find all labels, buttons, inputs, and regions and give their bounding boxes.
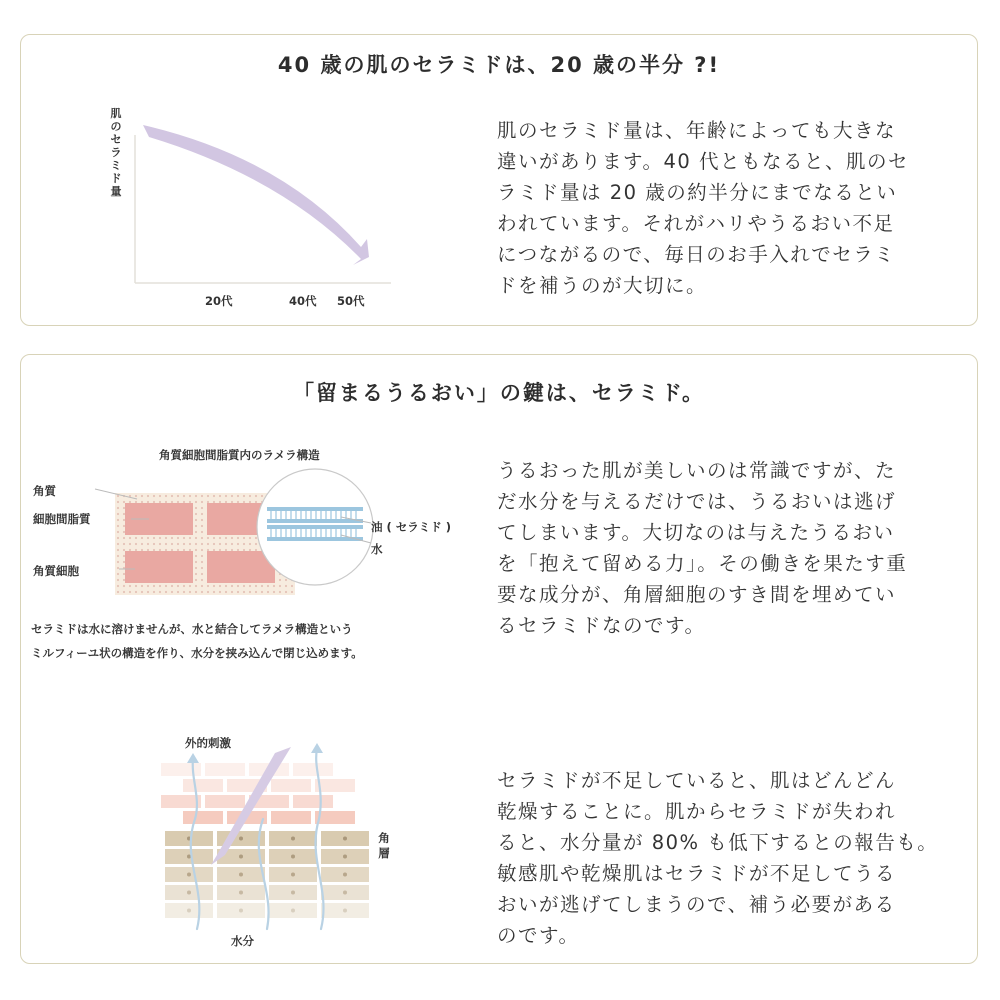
- lipid-dot: [123, 585, 125, 587]
- label-water: 水: [371, 542, 383, 556]
- cell-nucleus: [343, 837, 347, 841]
- lipid-dot: [123, 531, 125, 533]
- lipid-dot: [177, 591, 179, 593]
- lipid-dot: [117, 579, 119, 581]
- lipid-dot: [225, 495, 227, 497]
- lipid-dot: [243, 543, 245, 545]
- water-arrowheads: [187, 743, 323, 763]
- lipid-dot: [225, 501, 227, 503]
- lipid-dot: [183, 501, 185, 503]
- brick: [205, 795, 245, 808]
- lipid-dot: [195, 537, 197, 539]
- lipid-dot: [153, 501, 155, 503]
- lipid-dot: [135, 495, 137, 497]
- label-external-stimulus: 外的刺激: [185, 736, 231, 750]
- lipid-dot: [243, 549, 245, 551]
- lipid-dot: [147, 585, 149, 587]
- lipid-dot: [219, 549, 221, 551]
- lipid-dot: [201, 543, 203, 545]
- lipid-dot: [183, 549, 185, 551]
- lipid-dot: [207, 495, 209, 497]
- label-intercellular-lipid: 細胞間脂質: [33, 512, 91, 526]
- lipid-dot: [177, 543, 179, 545]
- cell-nucleus: [291, 837, 295, 841]
- lipid-dot: [249, 543, 251, 545]
- lipid-dot: [183, 543, 185, 545]
- lipid-dot: [177, 495, 179, 497]
- lipid-dot: [159, 543, 161, 545]
- lipid-dot: [171, 549, 173, 551]
- cell-nucleus: [343, 855, 347, 859]
- lamella-structure-diagram: [25, 465, 485, 635]
- lipid-dot: [153, 495, 155, 497]
- lipid-dot: [255, 537, 257, 539]
- lipid-dot: [171, 495, 173, 497]
- label-stratum-corneum: 角層: [378, 831, 390, 860]
- lipid-dot: [135, 591, 137, 593]
- lipid-dot: [129, 543, 131, 545]
- lipid-dot: [279, 591, 281, 593]
- lipid-dot: [147, 537, 149, 539]
- lipid-dot: [147, 591, 149, 593]
- lipid-dot: [219, 543, 221, 545]
- tick-20s: 20代: [205, 294, 233, 308]
- lipid-dot: [153, 537, 155, 539]
- lipid-dot: [177, 501, 179, 503]
- cell-nucleus: [291, 855, 295, 859]
- lipid-dot: [195, 531, 197, 533]
- lipid-dot: [225, 537, 227, 539]
- lipid-dot: [231, 585, 233, 587]
- lipid-dot: [201, 513, 203, 515]
- lipid-dot: [159, 591, 161, 593]
- lipid-dot: [129, 537, 131, 539]
- lipid-dot: [243, 537, 245, 539]
- tick-50s: 50代: [337, 294, 365, 308]
- lipid-dot: [135, 537, 137, 539]
- lipid-dot: [165, 537, 167, 539]
- lipid-dot: [195, 591, 197, 593]
- label-corneocyte: 角質細胞: [33, 564, 79, 578]
- lipid-dot: [141, 585, 143, 587]
- lipid-dot: [255, 495, 257, 497]
- lipid-dot: [117, 519, 119, 521]
- lipid-dot: [237, 591, 239, 593]
- lipid-dot: [195, 579, 197, 581]
- lipid-dot: [249, 495, 251, 497]
- lipid-dot: [123, 507, 125, 509]
- lipid-dot: [273, 591, 275, 593]
- lipid-dot: [213, 501, 215, 503]
- lipid-dot: [189, 591, 191, 593]
- lipid-dot: [195, 543, 197, 545]
- lipid-dot: [231, 537, 233, 539]
- brick: [271, 811, 311, 824]
- lipid-dot: [141, 591, 143, 593]
- label-kakushitsu: 角質: [33, 484, 56, 498]
- lipid-dot: [147, 543, 149, 545]
- lipid-dot: [123, 525, 125, 527]
- lipid-dot: [237, 495, 239, 497]
- lipid-dot: [201, 519, 203, 521]
- lipid-dot: [237, 543, 239, 545]
- chart-y-label: 肌のセラミド量: [110, 107, 122, 198]
- lipid-dot: [201, 579, 203, 581]
- lipid-dot: [213, 591, 215, 593]
- lipid-dot: [267, 585, 269, 587]
- lipid-dot: [117, 531, 119, 533]
- brick: [293, 795, 333, 808]
- lipid-dot: [117, 549, 119, 551]
- lipid-dot: [237, 501, 239, 503]
- lipid-dot: [243, 585, 245, 587]
- lipid-dot: [201, 507, 203, 509]
- tick-40s: 40代: [289, 294, 317, 308]
- lipid-dot: [261, 585, 263, 587]
- lipid-dot: [123, 501, 125, 503]
- brick: [161, 795, 201, 808]
- lipid-dot: [237, 537, 239, 539]
- ceramide-decline-chart: [121, 97, 421, 297]
- lipid-dot: [261, 495, 263, 497]
- lipid-dot: [135, 549, 137, 551]
- lipid-dot: [117, 537, 119, 539]
- brick: [161, 763, 201, 776]
- panel-title: 「留まるうるおい」の鍵は、セラミド。: [292, 381, 706, 405]
- lipid-dot: [147, 549, 149, 551]
- lipid-dot: [201, 591, 203, 593]
- lipid-dot: [195, 561, 197, 563]
- lipid-dot: [279, 579, 281, 581]
- lipid-dot: [237, 585, 239, 587]
- lipid-dot: [123, 513, 125, 515]
- lipid-dot: [267, 591, 269, 593]
- lipid-dot: [135, 501, 137, 503]
- lipid-dot: [165, 591, 167, 593]
- lipid-dot: [291, 585, 293, 587]
- lipid-dot: [153, 591, 155, 593]
- lipid-dot: [123, 561, 125, 563]
- cell-nucleus: [343, 909, 347, 913]
- cell-nucleus: [239, 909, 243, 913]
- ceramide-band: [267, 519, 363, 523]
- lipid-dot: [129, 549, 131, 551]
- lipid-dot: [123, 555, 125, 557]
- cell-nucleus: [343, 873, 347, 877]
- lamella-caption: セラミドは水に溶けませんが、水と結合してラメラ構造という ミルフィーユ状の構造を作り、水分を挟み込んで閉じ込めます。: [31, 622, 363, 660]
- lipid-dot: [195, 549, 197, 551]
- lipid-dot: [171, 501, 173, 503]
- lipid-dot: [141, 549, 143, 551]
- cell-nucleus: [239, 891, 243, 895]
- lipid-dot: [153, 543, 155, 545]
- lipid-dot: [183, 591, 185, 593]
- lipid-dot: [231, 591, 233, 593]
- lipid-dot: [231, 495, 233, 497]
- lipid-dot: [165, 501, 167, 503]
- lipid-dot: [189, 585, 191, 587]
- cell-nucleus: [291, 909, 295, 913]
- lipid-dot: [255, 585, 257, 587]
- lipid-dot: [195, 567, 197, 569]
- lipid-dot: [189, 537, 191, 539]
- lipid-dot: [195, 519, 197, 521]
- lipid-dot: [225, 549, 227, 551]
- lipid-dot: [285, 579, 287, 581]
- lipid-dot: [141, 495, 143, 497]
- skin-barrier-diagram: [131, 739, 471, 939]
- cell-nucleus: [239, 837, 243, 841]
- lipid-dot: [141, 537, 143, 539]
- lipid-dot: [117, 543, 119, 545]
- lipid-dot: [117, 507, 119, 509]
- lipid-dot: [159, 549, 161, 551]
- lipid-dot: [147, 495, 149, 497]
- lipid-dot: [201, 537, 203, 539]
- lipid-dot: [219, 585, 221, 587]
- lamella-diagram-title: 角質細胞間脂質内のラメラ構造: [159, 448, 320, 462]
- lipid-dot: [213, 585, 215, 587]
- brick: [293, 763, 333, 776]
- lipid-dot: [195, 585, 197, 587]
- lipid-dot: [123, 579, 125, 581]
- lipid-dot: [201, 501, 203, 503]
- dryness-body-text: セラミドが不足していると、肌はどんどん 乾燥することに。肌からセラミドが失われ ると、水分量が 80% も低下するとの報告も。 敏感肌や乾燥肌はセラミドが不足してうる おいが逃げてしまうので、補う必要がある のです。: [497, 769, 939, 947]
- lipid-dot: [117, 585, 119, 587]
- lipid-dot: [255, 549, 257, 551]
- lipid-dot: [255, 543, 257, 545]
- lipid-dot: [141, 543, 143, 545]
- lipid-dot: [201, 573, 203, 575]
- lipid-dot: [249, 549, 251, 551]
- label-oil-ceramide: 油 ( セラミド ): [371, 520, 452, 534]
- lipid-dot: [249, 585, 251, 587]
- lipid-dot: [147, 501, 149, 503]
- cell-nucleus: [187, 909, 191, 913]
- lipid-dot: [213, 495, 215, 497]
- lipid-dot: [219, 501, 221, 503]
- lipid-dot: [195, 495, 197, 497]
- lipid-dot: [213, 537, 215, 539]
- lipid-dot: [243, 495, 245, 497]
- lipid-dot: [117, 591, 119, 593]
- lipid-dot: [123, 573, 125, 575]
- lipid-dot: [165, 543, 167, 545]
- lipid-dot: [117, 573, 119, 575]
- lipid-dot: [117, 525, 119, 527]
- lipid-dot: [165, 495, 167, 497]
- moisture-body-text: うるおった肌が美しいのは常識ですが、た だ水分を与えるだけでは、うるおいは逃げ てしまいます。大切なのは与えたうるおい を「抱えて留める力」。その働きを果たす重 要な成分が、角層細胞のすき間を埋めてい るセラミドなのです。: [497, 459, 908, 637]
- lipid-dot: [183, 495, 185, 497]
- lipid-dot: [201, 585, 203, 587]
- lipid-dot: [195, 513, 197, 515]
- lipid-dot: [123, 519, 125, 521]
- lipid-dot: [243, 591, 245, 593]
- cell-nucleus: [239, 855, 243, 859]
- lipid-dot: [201, 531, 203, 533]
- lipid-dot: [159, 501, 161, 503]
- brick: [183, 779, 223, 792]
- lipid-dot: [177, 549, 179, 551]
- lipid-dot: [165, 549, 167, 551]
- lipid-dot: [153, 549, 155, 551]
- lipid-dot: [195, 573, 197, 575]
- lipid-dot: [207, 543, 209, 545]
- lipid-dot: [243, 501, 245, 503]
- lipid-dot: [219, 495, 221, 497]
- lipid-dot: [279, 585, 281, 587]
- cell-nucleus: [343, 891, 347, 895]
- lipid-dot: [249, 501, 251, 503]
- lipid-dot: [123, 543, 125, 545]
- lipid-dot: [159, 495, 161, 497]
- lipid-dot: [135, 585, 137, 587]
- cell-nucleus: [291, 873, 295, 877]
- lipid-dot: [129, 501, 131, 503]
- lipid-dot: [171, 543, 173, 545]
- lipid-dot: [159, 537, 161, 539]
- lipid-dot: [183, 537, 185, 539]
- lipid-dot: [189, 495, 191, 497]
- lipid-dot: [123, 591, 125, 593]
- lipid-dot: [225, 543, 227, 545]
- lipid-dot: [237, 549, 239, 551]
- lipid-dot: [201, 549, 203, 551]
- lipid-dot: [201, 555, 203, 557]
- lipid-dot: [177, 585, 179, 587]
- lipid-dot: [249, 591, 251, 593]
- lipid-dot: [117, 555, 119, 557]
- lipid-dot: [189, 549, 191, 551]
- lipid-dot: [129, 585, 131, 587]
- lipid-dot: [285, 585, 287, 587]
- lipid-dot: [123, 537, 125, 539]
- decline-arrow: [143, 125, 369, 265]
- lipid-dot: [291, 591, 293, 593]
- lipid-dot: [219, 537, 221, 539]
- lipid-dot: [207, 585, 209, 587]
- lipid-dot: [117, 561, 119, 563]
- lipid-dot: [273, 585, 275, 587]
- lipid-dot: [117, 567, 119, 569]
- lipid-dot: [195, 525, 197, 527]
- lipid-dot: [129, 591, 131, 593]
- lipid-dot: [201, 567, 203, 569]
- cell-nucleus: [187, 873, 191, 877]
- lipid-dot: [189, 543, 191, 545]
- lipid-dot: [255, 501, 257, 503]
- lipid-dot: [219, 591, 221, 593]
- lipid-dot: [213, 543, 215, 545]
- lipid-dot: [165, 585, 167, 587]
- corneocyte-cell: [125, 551, 193, 583]
- label-moisture: 水分: [231, 934, 254, 948]
- lipid-dot: [117, 501, 119, 503]
- lipid-dot: [195, 555, 197, 557]
- ceramide-key-panel: [20, 354, 978, 964]
- cell-nucleus: [239, 873, 243, 877]
- lipid-dot: [249, 537, 251, 539]
- lipid-dot: [141, 501, 143, 503]
- lipid-dot: [201, 561, 203, 563]
- lipid-dot: [231, 549, 233, 551]
- lipid-dot: [135, 543, 137, 545]
- lipid-dot: [189, 501, 191, 503]
- lipid-dot: [153, 585, 155, 587]
- lipid-dot: [207, 537, 209, 539]
- lipid-dot: [201, 495, 203, 497]
- lipid-dot: [207, 501, 209, 503]
- lipid-dot: [207, 549, 209, 551]
- lipid-dot: [195, 507, 197, 509]
- age-ceramide-panel: [20, 34, 978, 326]
- lipid-dot: [255, 591, 257, 593]
- lipid-dot: [195, 501, 197, 503]
- brick: [205, 763, 245, 776]
- brick: [183, 811, 223, 824]
- lipid-dot: [183, 585, 185, 587]
- brick: [271, 779, 311, 792]
- lipid-dot: [207, 591, 209, 593]
- lipid-dot: [159, 585, 161, 587]
- lipid-dot: [123, 549, 125, 551]
- cell-nucleus: [291, 891, 295, 895]
- lipid-dot: [117, 513, 119, 515]
- lipid-dot: [231, 543, 233, 545]
- lipid-dot: [213, 549, 215, 551]
- lipid-dot: [171, 591, 173, 593]
- lipid-dot: [261, 591, 263, 593]
- lipid-dot: [171, 537, 173, 539]
- lipid-dot: [225, 585, 227, 587]
- cell-nucleus: [187, 891, 191, 895]
- lipid-dot: [171, 585, 173, 587]
- lipid-dot: [117, 495, 119, 497]
- ceramide-band: [267, 537, 363, 541]
- lipid-dot: [285, 591, 287, 593]
- lipid-dot: [225, 591, 227, 593]
- lipid-dot: [201, 525, 203, 527]
- lipid-dot: [231, 501, 233, 503]
- lipid-dot: [177, 537, 179, 539]
- age-body-text: 肌のセラミド量は、年齢によっても大きな 違いがあります。40 代ともなると、肌のセ ラミド量は 20 歳の約半分にまでなるとい われています。それがハリやうるおい不足 につながるので、毎日のお手入れでセラミ ドを補うのが大切に。: [497, 119, 909, 297]
- panel-title: 40 歳の肌のセラミドは、20 歳の半分 ?!: [277, 53, 721, 77]
